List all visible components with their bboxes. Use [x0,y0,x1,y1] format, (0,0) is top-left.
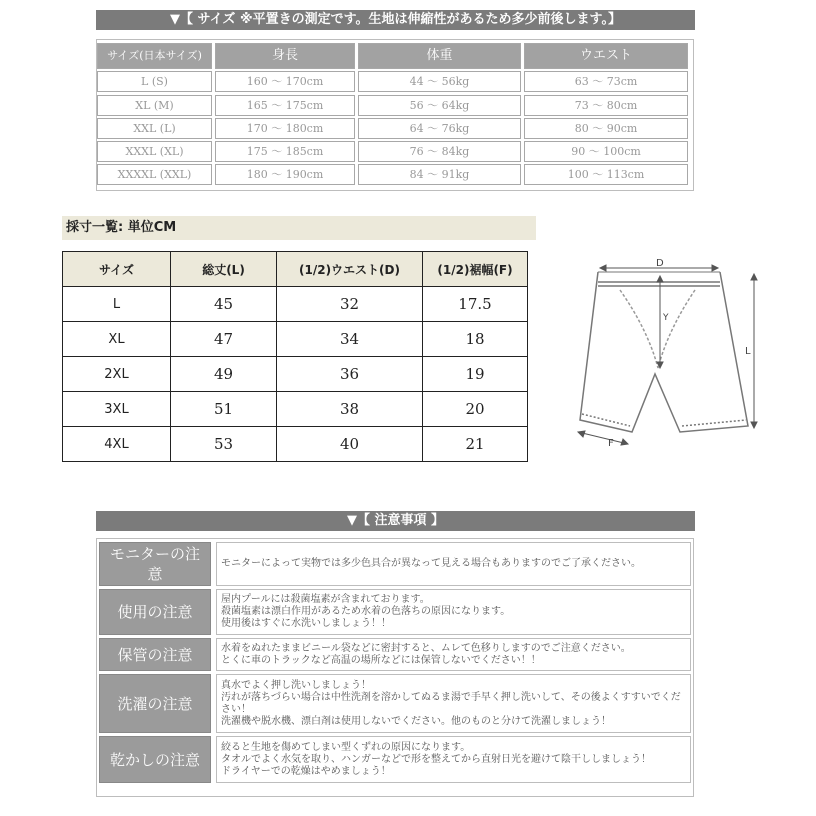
notes-section-header: ▼【 注意事項 】 [96,511,695,531]
size-cell: 64 ～ 76kg [358,118,521,139]
l-label: L [745,346,751,357]
note-text: 屋内プールには殺菌塩素が含まれております。 殺菌塩素は漂白作用があるため水着の色落ちの原因になります。 使用後はすぐに水洗いしましょう！！ [221,594,511,629]
measure-value-cell: 18 [423,322,528,357]
note-text-box [216,736,691,783]
arrowhead [600,265,606,271]
size-cell: 63 ～ 73cm [524,71,688,92]
size-cell: 180 ～ 190cm [215,164,355,185]
note-label: 保管の注意 [99,638,211,671]
d-label: D [656,258,664,269]
size-cell: 90 ～ 100cm [524,141,688,162]
size-cell: 160 ～ 170cm [215,71,355,92]
arrowhead [657,276,663,282]
note-label: モニターの注意 [99,542,211,586]
arrowhead [712,265,718,271]
measure-table-row [63,392,528,427]
note-text: 真水でよく押し洗いしましょう！ 汚れが落ちづらい場合は中性洗剤を溶かしてぬるま湯で手早く押し洗いして、その後よくすすいでください！ 洗濯機や脱水機、漂白剤は使用しないでください。他のものと分けて洗濯しましょう！ [221,679,681,727]
measure-size-cell: 4XL [63,427,171,462]
size-cell: XXL (L) [97,118,212,139]
note-text-box [216,589,691,635]
measure-value-cell: 53 [171,427,277,462]
measure-value-cell: 47 [171,322,277,357]
crotch-seam [620,290,695,368]
measure-size-cell: L [63,287,171,322]
size-col-header: 体重 [358,43,521,69]
measure-value-cell: 49 [171,357,277,392]
measure-col-header: サイズ [63,252,171,287]
size-cell: 44 ～ 56kg [358,71,521,92]
size-cell: 170 ～ 180cm [215,118,355,139]
measure-table-row [63,287,528,322]
note-text: モニターによって実物では多少色具合が異なって見える場合もありますのでご了承ください。 [221,558,641,569]
measure-value-cell: 45 [171,287,277,322]
note-text-box [216,674,691,733]
measure-value-cell: 40 [277,427,423,462]
measure-size-cell: 3XL [63,392,171,427]
size-cell: XXXXL (XXL) [97,164,212,185]
measure-table-row [63,322,528,357]
measure-value-cell: 32 [277,287,423,322]
measure-table-row [63,357,528,392]
measure-value-cell: 51 [171,392,277,427]
measure-size-cell: 2XL [63,357,171,392]
shorts-outline [580,272,748,432]
measure-value-cell: 38 [277,392,423,427]
y-label: Y [663,313,669,323]
size-cell: XL (M) [97,95,212,116]
size-cell: 165 ～ 175cm [215,95,355,116]
measure-size-cell: XL [63,322,171,357]
measure-value-cell: 36 [277,357,423,392]
note-label: 使用の注意 [99,589,211,635]
note-text: 水着をぬれたままビニール袋などに密封すると、ムレて色移りしますのでご注意ください。 とくに車のトラックなど高温の場所などには保管しないでください！！ [221,642,631,666]
size-col-header: 身長 [215,43,355,69]
arrowhead [751,274,757,280]
size-col-header: ウエスト [524,43,688,69]
size-cell: 175 ～ 185cm [215,141,355,162]
measure-value-cell: 21 [423,427,528,462]
size-cell: 84 ～ 91kg [358,164,521,185]
shorts-measurement-diagram [570,250,770,460]
size-cell: 76 ～ 84kg [358,141,521,162]
f-dimension-line [578,432,628,444]
size-col-header: サイズ(日本サイズ) [97,43,212,69]
measure-value-cell: 19 [423,357,528,392]
note-label: 乾かしの注意 [99,736,211,783]
size-cell: XXXL (XL) [97,141,212,162]
note-text-box [216,638,691,671]
arrowhead [578,431,585,437]
size-section-header: ▼【 サイズ ※平置きの測定です。生地は伸縮性があるため多少前後します。】 [96,10,695,30]
note-text-box [216,542,691,586]
size-cell: 80 ～ 90cm [524,118,688,139]
measure-value-cell: 17.5 [423,287,528,322]
measure-col-header: (1/2)裾幅(F) [423,252,528,287]
measure-table-row [63,427,528,462]
size-cell: L (S) [97,71,212,92]
hem-stitch [582,414,746,426]
measure-col-header: (1/2)ウエスト(D) [277,252,423,287]
measure-col-header: 総丈(L) [171,252,277,287]
size-cell: 100 ～ 113cm [524,164,688,185]
waistband [598,282,720,286]
measure-value-cell: 20 [423,392,528,427]
measure-value-cell: 34 [277,322,423,357]
size-cell: 73 ～ 80cm [524,95,688,116]
measure-section-title: 採寸一覧: 単位CM [62,216,536,240]
note-label: 洗濯の注意 [99,674,211,733]
f-label: F [608,438,614,449]
arrowhead [621,439,628,445]
measure-table [62,251,528,462]
size-cell: 56 ～ 64kg [358,95,521,116]
arrowhead [751,422,757,428]
note-text: 絞ると生地を傷めてしまい型くずれの原因になります。 タオルでよく水気を取り、ハンガーなどで形を整えてから直射日光を避けて陰干ししましょう！ ドライヤーでの乾燥はやめましょう！ [221,741,651,777]
measure-table-header-row [63,252,528,287]
